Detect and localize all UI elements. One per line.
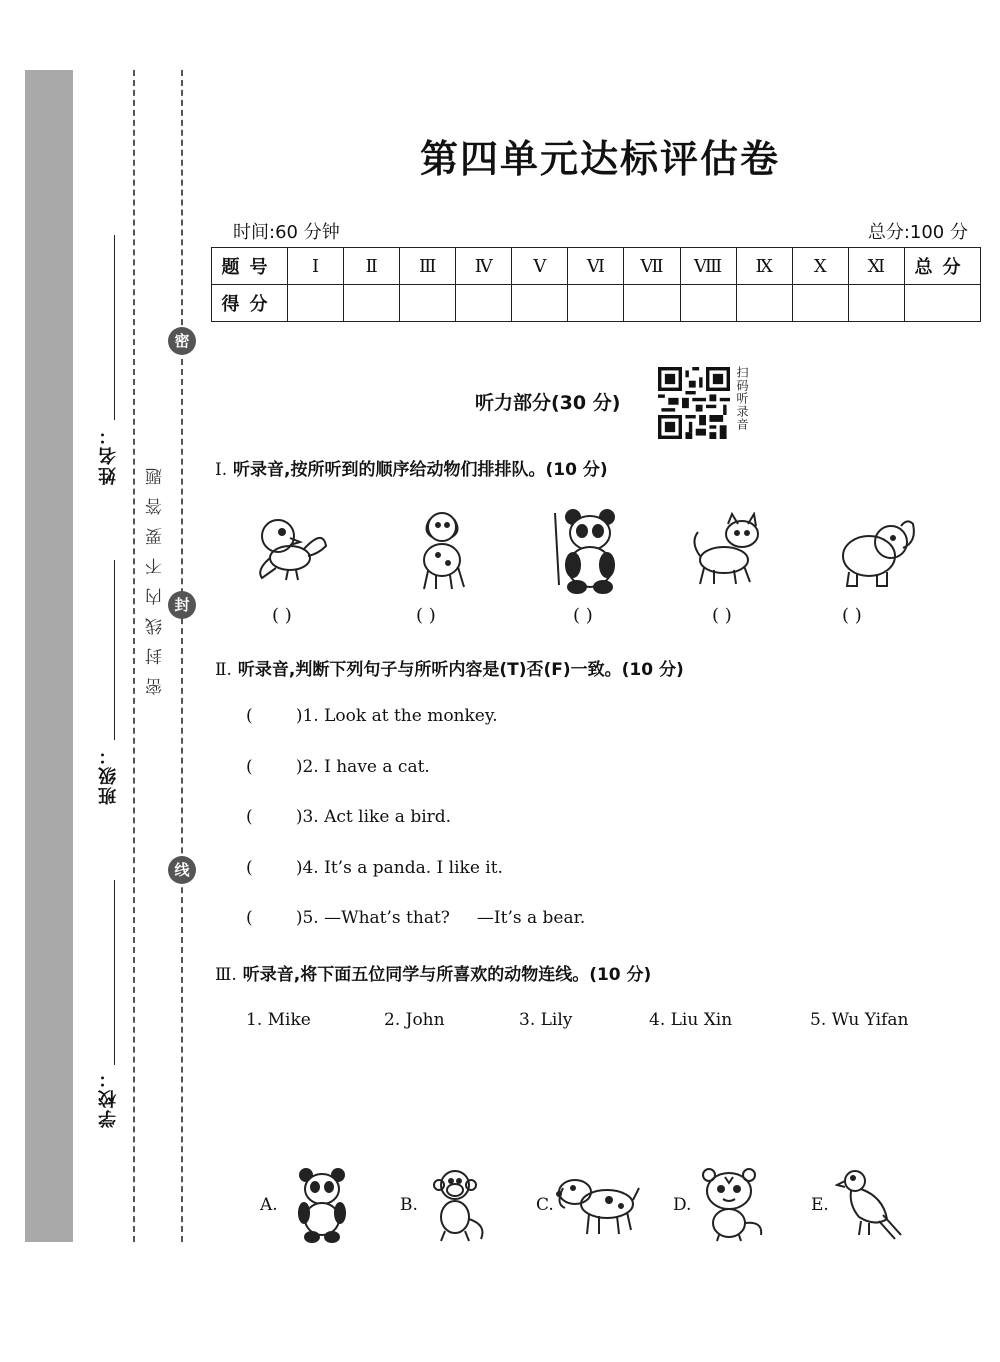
score-cell[interactable] — [344, 285, 400, 322]
seal-mark-feng: 封 — [168, 591, 196, 619]
school-label: 学校： — [98, 1068, 119, 1128]
table-cell: Ⅶ — [624, 248, 680, 285]
seal-mark-xian: 线 — [168, 856, 196, 884]
student-wu-yifan[interactable]: 5. Wu Yifan — [810, 1010, 909, 1030]
score-cell[interactable] — [568, 285, 624, 322]
answer-blank[interactable]: ( ) — [842, 605, 862, 626]
option-c-label: C. — [536, 1195, 554, 1215]
page-title: 第四单元达标评估卷 — [419, 136, 780, 181]
answer-blank[interactable]: ( ) — [712, 605, 732, 626]
score-cell[interactable] — [288, 285, 344, 322]
table-header-cell: 得分 — [212, 285, 288, 322]
option-b-label: B. — [400, 1195, 418, 1215]
qr-note: 扫码听录音 — [735, 366, 749, 431]
statement-4[interactable]: ( )4. It’s a panda. I like it. — [246, 858, 503, 878]
school-fill-line — [114, 880, 115, 1065]
table-cell: Ⅲ — [400, 248, 456, 285]
table-cell: Ⅳ — [456, 248, 512, 285]
table-row — [212, 248, 981, 285]
seal-mark-mi: 密 — [168, 327, 196, 355]
student-lily[interactable]: 3. Lily — [519, 1010, 573, 1030]
score-cell[interactable] — [512, 285, 568, 322]
elephant-icon — [835, 512, 920, 590]
name-label: 姓名： — [98, 425, 119, 485]
student-liu-xin[interactable]: 4. Liu Xin — [649, 1010, 733, 1030]
score-cell[interactable] — [848, 285, 904, 322]
dog-icon — [400, 505, 480, 595]
table-header-cell: 题号 — [212, 248, 288, 285]
monkey-icon[interactable] — [425, 1165, 490, 1243]
student-john[interactable]: 2. John — [384, 1010, 445, 1030]
cut-line-outer — [181, 70, 183, 1242]
listening-section-header: 听力部分(30 分) — [475, 392, 621, 414]
score-cell[interactable] — [680, 285, 736, 322]
section-2-instruction: 听录音,判断下列句子与所听内容是(T)否(F)一致。(10 分) — [237, 660, 684, 680]
class-fill-line — [114, 560, 115, 740]
score-cell[interactable] — [736, 285, 792, 322]
answer-blank[interactable]: ( ) — [416, 605, 436, 626]
cut-line-inner — [133, 70, 135, 1242]
answer-blank[interactable]: ( ) — [272, 605, 292, 626]
statement-3[interactable]: ( )3. Act like a bird. — [246, 807, 452, 827]
score-cell[interactable] — [624, 285, 680, 322]
statement-1[interactable]: ( )1. Look at the monkey. — [246, 706, 498, 726]
tiger-icon[interactable] — [695, 1165, 770, 1243]
class-label: 班级： — [98, 745, 119, 805]
score-cell[interactable] — [792, 285, 848, 322]
table-cell: Ⅰ — [288, 248, 344, 285]
score-cell[interactable] — [456, 285, 512, 322]
statement-2[interactable]: ( )2. I have a cat. — [246, 757, 430, 777]
option-a-label: A. — [260, 1195, 278, 1215]
table-cell: Ⅹ — [792, 248, 848, 285]
score-table — [211, 247, 981, 322]
table-cell: Ⅺ — [848, 248, 904, 285]
total-score-label: 总分:100 分 — [867, 222, 968, 243]
time-label: 时间:60 分钟 — [233, 222, 340, 243]
section-3-number: Ⅲ. — [215, 965, 237, 985]
section-1-number: Ⅰ. — [215, 460, 228, 480]
option-d-label: D. — [673, 1195, 692, 1215]
answer-blank[interactable]: ( ) — [573, 605, 593, 626]
section-1-instruction: 听录音,按所听到的顺序给动物们排排队。(10 分) — [233, 460, 608, 480]
table-row — [212, 285, 981, 322]
table-cell: Ⅵ — [568, 248, 624, 285]
table-header-cell: 总分 — [905, 248, 981, 285]
panda-icon — [545, 505, 635, 595]
cat-icon — [688, 512, 773, 590]
option-e-label: E. — [811, 1195, 829, 1215]
name-fill-line — [114, 235, 115, 420]
statement-5[interactable]: ( )5. —What’s that? —It’s a bear. — [246, 908, 586, 928]
bird-icon[interactable] — [835, 1165, 905, 1243]
panda-icon[interactable] — [290, 1165, 355, 1243]
table-cell: Ⅷ — [680, 248, 736, 285]
binding-strip — [25, 70, 73, 1242]
qr-code-icon[interactable] — [658, 367, 730, 439]
section-2-number: Ⅱ. — [215, 660, 232, 680]
bird-icon — [248, 508, 338, 588]
score-cell[interactable] — [400, 285, 456, 322]
section-1-title — [215, 455, 608, 480]
section-3-instruction: 听录音,将下面五位同学与所喜欢的动物连线。(10 分) — [242, 965, 652, 985]
dog-icon[interactable] — [555, 1170, 640, 1240]
score-cell[interactable] — [905, 285, 981, 322]
table-cell: Ⅴ — [512, 248, 568, 285]
student-mike[interactable]: 1. Mike — [246, 1010, 311, 1030]
table-cell: Ⅱ — [344, 248, 400, 285]
table-cell: Ⅸ — [736, 248, 792, 285]
section-3-title — [215, 960, 651, 985]
seal-note: 密封线内不要答题 — [146, 455, 166, 695]
section-2-title — [215, 655, 684, 680]
